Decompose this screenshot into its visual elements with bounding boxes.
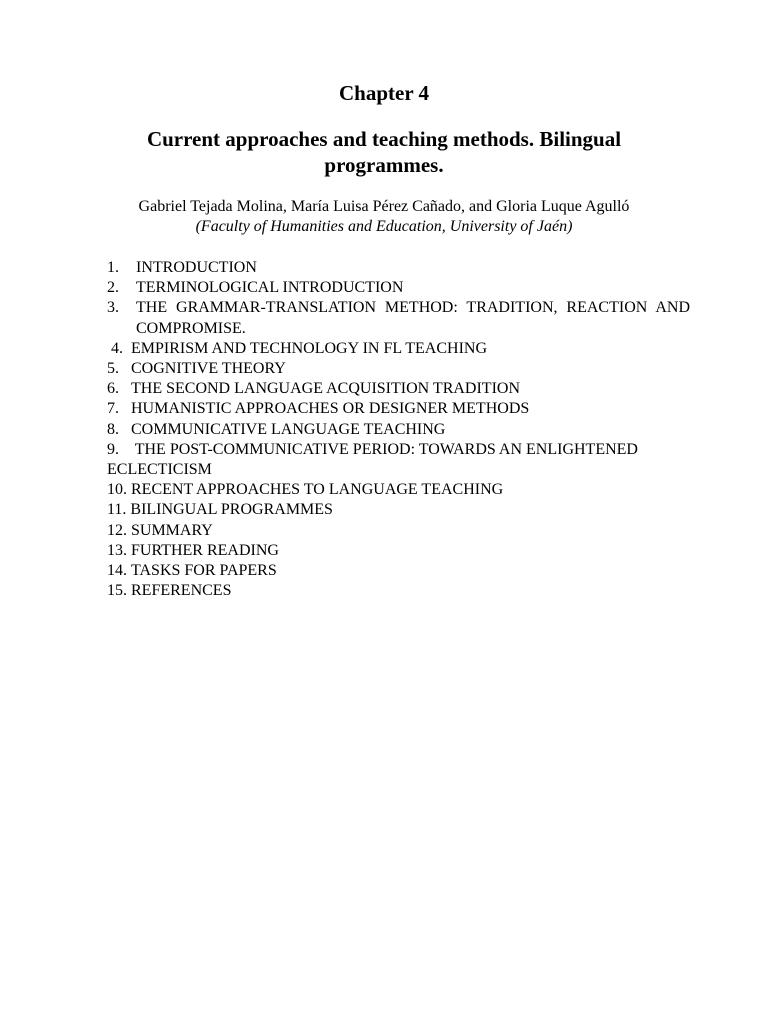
toc-item-number: 10. [107, 481, 127, 499]
toc-item-tasks-for-papers [107, 561, 690, 581]
toc-item-further-reading [107, 541, 690, 561]
toc-item-title: TERMINOLOGICAL INTRODUCTION [136, 279, 404, 297]
toc-item-recent-approaches [107, 480, 690, 500]
toc-item-summary [107, 521, 690, 541]
toc-item-number: 13. [107, 541, 127, 559]
toc-item-title: THE GRAMMAR-TRANSLATION METHOD: TRADITION, REACTION AND COMPROMISE. [136, 299, 690, 337]
toc-item-title: EMPIRISM AND TECHNOLOGY IN FL TEACHING [131, 339, 488, 357]
toc-item-number: 3. [107, 299, 119, 317]
toc-item-title: COGNITIVE THEORY [131, 360, 286, 378]
toc-item-number: 5. [107, 360, 119, 378]
toc-item-title: FURTHER READING [131, 541, 279, 559]
toc-item-title: THE POST-COMMUNICATIVE PERIOD: TOWARDS AN ENLIGHTENED ECLECTICISM [107, 440, 638, 479]
toc-item-cognitive-theory [107, 359, 690, 379]
toc-item-number: 11. [107, 501, 127, 519]
toc-item-number: 12. [107, 521, 127, 539]
toc-item-number: 4. [111, 339, 123, 357]
toc-item-number: 9. [107, 440, 119, 458]
toc-item-number: 15. [107, 582, 127, 600]
toc-item-title: HUMANISTIC APPROACHES OR DESIGNER METHODS [131, 400, 530, 418]
toc-item-grammar-translation-method [107, 298, 690, 338]
toc-item-number: 1. [107, 259, 119, 276]
table-of-contents [107, 258, 690, 601]
toc-item-title: REFERENCES [131, 582, 232, 600]
toc-item-post-communicative-period [107, 440, 690, 480]
toc-item-empirism-and-technology [107, 339, 690, 359]
toc-item-title: COMMUNICATIVE LANGUAGE TEACHING [131, 420, 446, 438]
toc-item-number: 2. [107, 279, 119, 297]
chapter-label: Chapter 4 [338, 81, 430, 105]
toc-item-title: SUMMARY [131, 521, 213, 539]
toc-item-title: TASKS FOR PAPERS [131, 562, 277, 580]
toc-item-number: 6. [107, 380, 119, 398]
toc-item-number: 8. [107, 420, 119, 438]
toc-item-second-language-acquisition [107, 379, 690, 399]
toc-item-number: 7. [107, 400, 119, 418]
toc-item-title: INTRODUCTION [136, 259, 257, 276]
chapter-title: Current approaches and teaching methods. Bilingual programmes. [146, 127, 622, 177]
toc-item-title: BILINGUAL PROGRAMMES [130, 501, 333, 519]
toc-item-communicative-language-teaching [107, 420, 690, 440]
toc-item-bilingual-programmes [107, 500, 690, 520]
author-list: Gabriel Tejada Molina, María Luisa Pérez Cañado, and Gloria Luque Agulló [138, 198, 630, 215]
author-affiliation: (Faculty of Humanities and Education, University of Jaén) [195, 218, 573, 235]
toc-item-title: THE SECOND LANGUAGE ACQUISITION TRADITION [131, 380, 521, 398]
toc-item-references [107, 581, 690, 601]
toc-item-number: 14. [107, 562, 127, 580]
toc-item-introduction [107, 258, 690, 278]
toc-item-terminological-introduction [107, 278, 690, 298]
toc-item-humanistic-approaches [107, 399, 690, 419]
toc-item-title: RECENT APPROACHES TO LANGUAGE TEACHING [131, 481, 504, 499]
